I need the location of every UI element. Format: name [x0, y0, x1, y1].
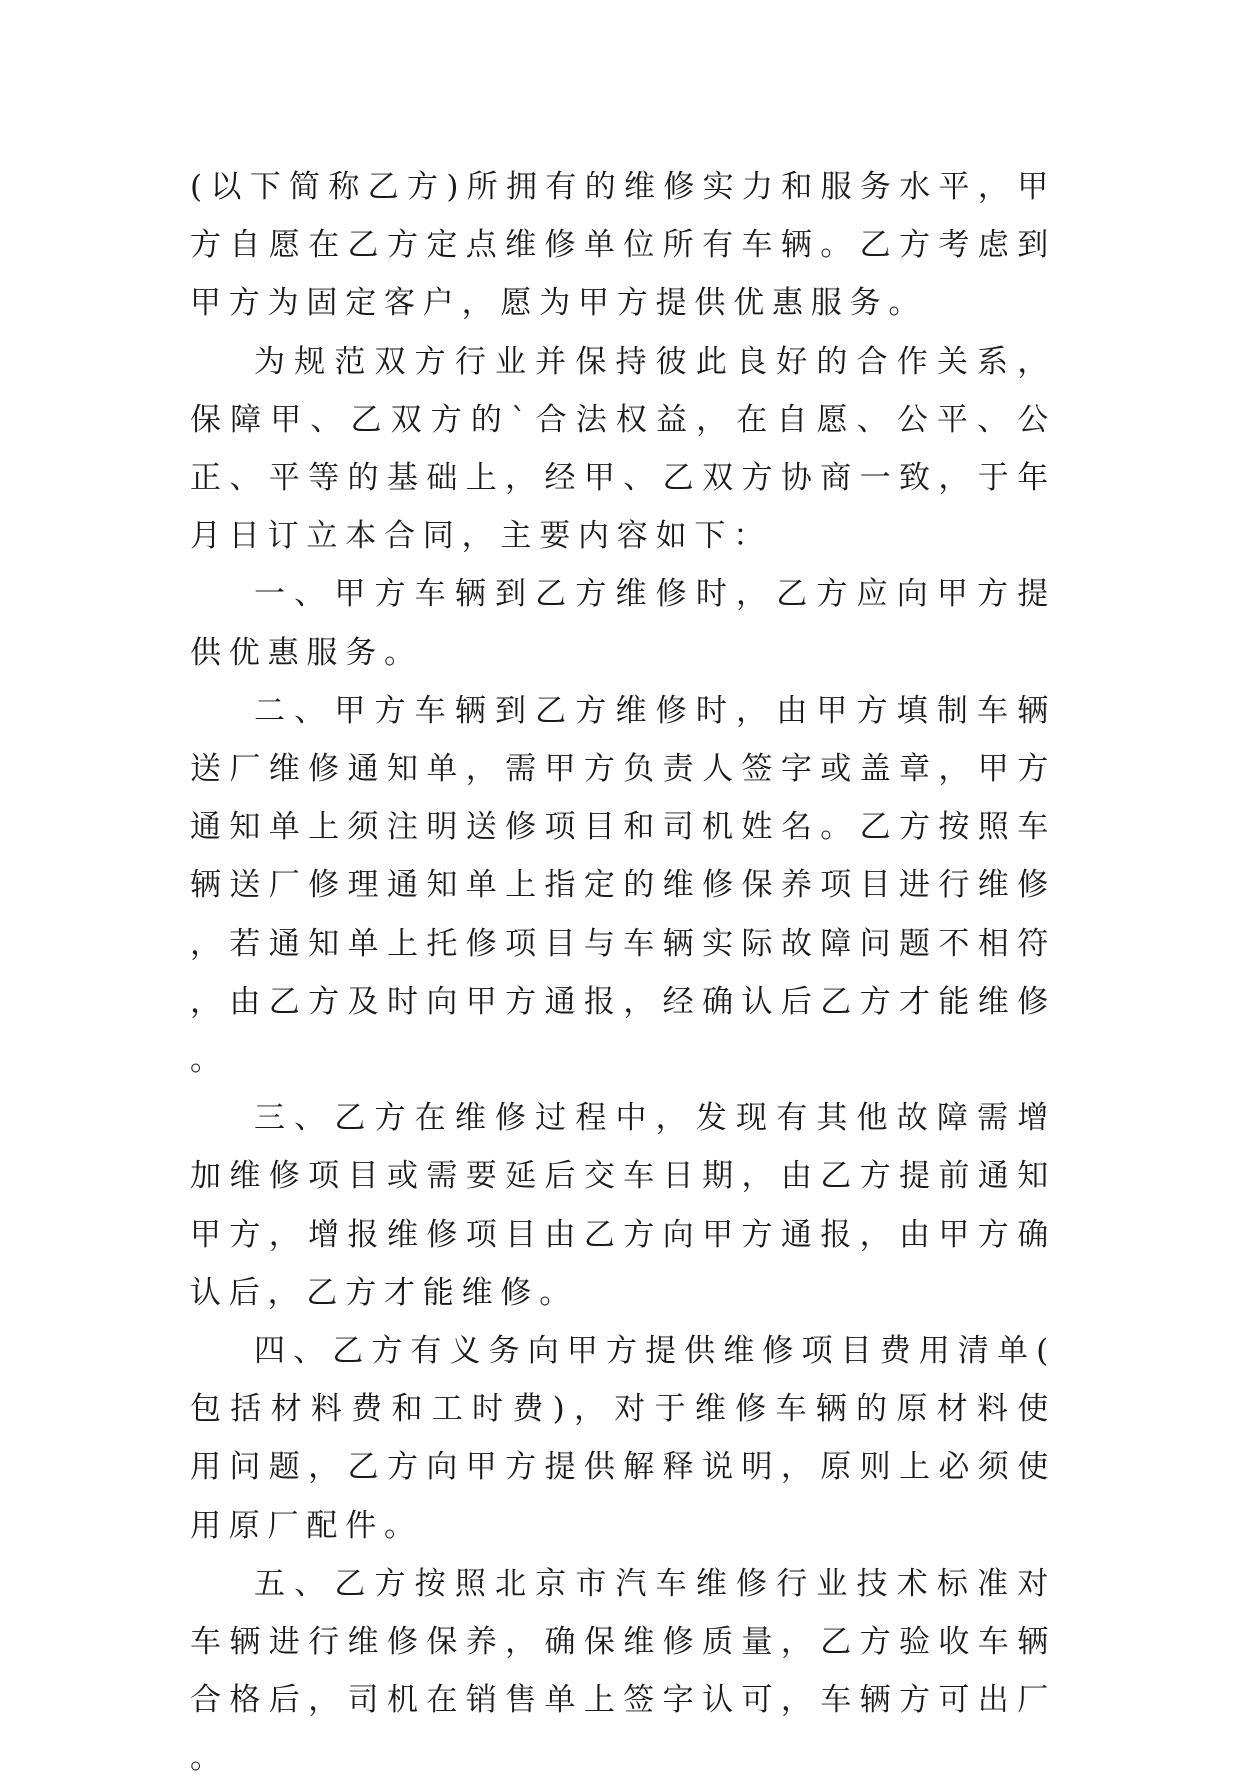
- contract-body: [190, 158, 1056, 1788]
- clause-5: 五、乙方按照北京市汽车维修行业技术标准对车辆进行维修保养，确保维修质量，乙方验收车辆合格后，司机在销售单上签字认可，车辆方可出厂。: [190, 1565, 1056, 1777]
- paragraph-intro: (以下简称乙方)所拥有的维修实力和服务水平，甲方自愿在乙方定点维修单位所有车辆。乙方考虑到甲方为固定客户，愿为甲方提供优惠服务。: [190, 169, 1056, 322]
- clause-1: 一、甲方车辆到乙方维修时，乙方应向甲方提供优惠服务。: [190, 576, 1056, 671]
- clause-4: 四、乙方有义务向甲方提供维修项目费用清单(包括材料费和工时费)，对于维修车辆的原材料使用问题，乙方向甲方提供解释说明，原则上必须使用原厂配件。: [190, 1333, 1056, 1544]
- clause-3: 三、乙方在维修过程中，发现有其他故障需增加维修项目或需要延后交车日期，由乙方提前通知甲方，增报维修项目由乙方向甲方通报，由甲方确认后，乙方才能维修。: [190, 1100, 1056, 1311]
- paragraph-purpose: 为规范双方行业并保持彼此良好的合作关系，保障甲、乙双方的`合法权益，在自愿、公平、公正、平等的基础上，经甲、乙双方协商一致，于年月日订立本合同，主要内容如下：: [190, 343, 1056, 555]
- clause-2: 二、甲方车辆到乙方维修时，由甲方填制车辆送厂维修通知单，需甲方负责人签字或盖章，甲方通知单上须注明送修项目和司机姓名。乙方按照车辆送厂修理通知单上指定的维修保养项目进行维修，若通知单上托修项目与车辆实际故障问题不相符，由乙方及时向甲方通报，经确认后乙方才能维修。: [190, 692, 1056, 1079]
